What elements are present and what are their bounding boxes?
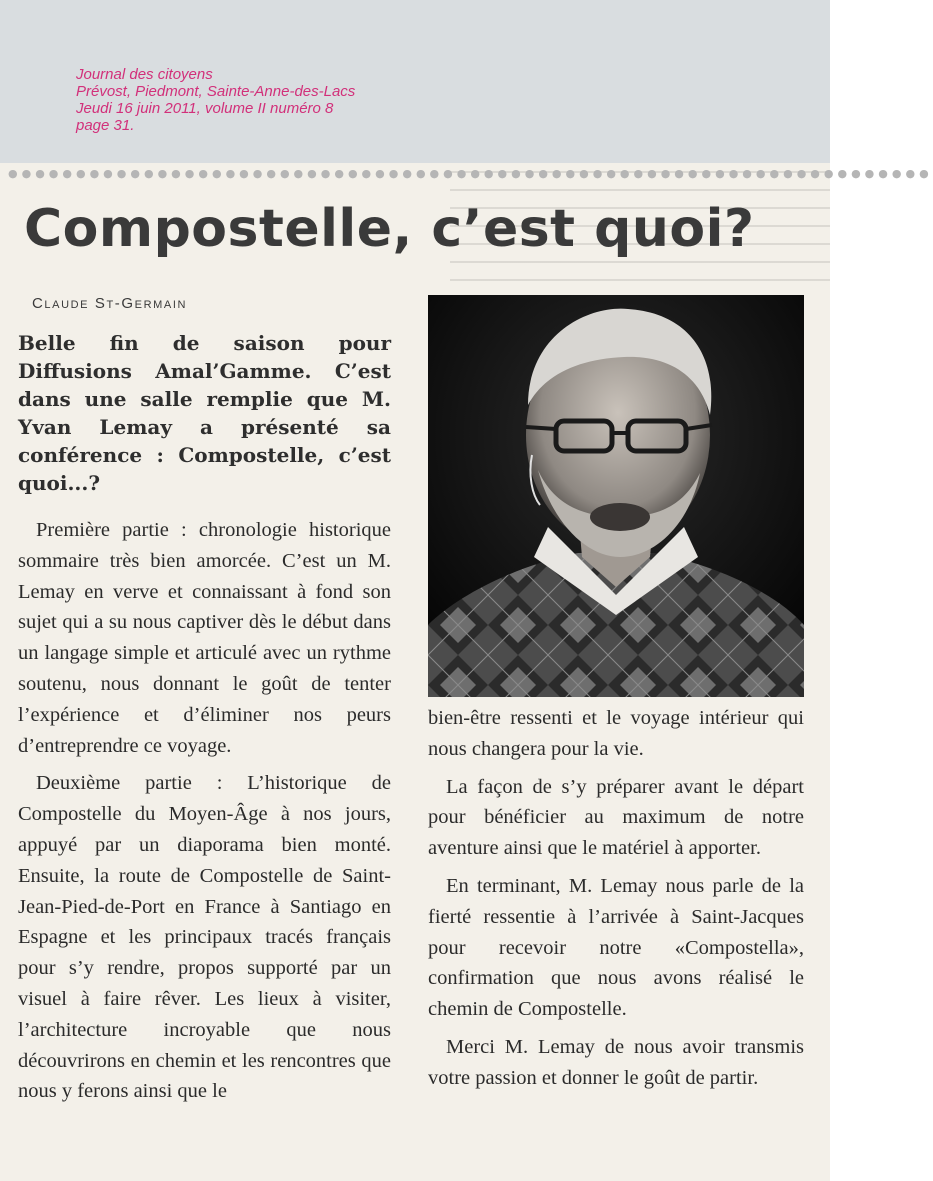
article-paragraph: En terminant, M. Lemay nous parle de la fierté ressentie à l’arrivée à Saint-Jacques pour recevoir notre «Compostella», confirmation que nous avons réalisé le chemin de Compostelle. [428,874,804,1021]
journal-towns: Prévost, Piedmont, Sainte-Anne-des-Lacs [76,83,356,100]
journal-page: page 31. [76,117,135,134]
speaker-photo [428,295,804,697]
article-lead: Belle fin de saison pour Diffusions Amal’Gamme. C’est dans une salle remplie que M. Yvan Lemay a présenté sa conférence : Compostelle, c’est quoi...? [18,331,391,495]
article-paragraph-continuation: bien-être ressenti et le voyage intérieur qui nous changera pour la vie. [428,707,804,760]
article-paragraph: Merci M. Lemay de nous avoir transmis votre passion et donner le goût de partir. [428,1035,804,1089]
journal-name: Journal des citoyens [76,66,213,83]
article-column-right [428,703,804,1101]
article-byline: Claude St-Germain [32,295,188,312]
dotted-rule: ●●●●●●●●●●●●●●●●●●●●●●●●●●●●●●●●●●●●●●●●●●●●●●●●●●●●●●●●●●●●●●●●●●●● [8,167,933,180]
speaker-portrait-image [428,295,804,697]
article-paragraph: Première partie : chronologie historique sommaire très bien amorcée. C’est un M. Lemay en verve et connaissant à fond son sujet qui a su nous captiver dès le début dans un langage simple et articulé avec un rythme soutenu, nous donnant le goût de tenter l’expérience et d’éliminer nos peurs d’entreprendre ce voyage. [18,519,391,757]
newspaper-clipping [0,163,933,1181]
article-column-left [18,515,391,1114]
journal-date-volume: Jeudi 16 juin 2011, volume II numéro 8 [76,100,334,117]
article-headline: Compostelle, c’est quoi? [24,199,755,259]
source-citation [76,66,355,134]
article-paragraph: Deuxième partie : L’historique de Compostelle du Moyen-Âge à nos jours, appuyé par un diaporama bien monté. Ensuite, la route de Compostelle de Saint-Jean-Pied-de-Port en France à Santiago en Espagne et les principaux tracés français pour s’y rendre, propos supporté par un visuel à faire rêver. Les lieux à visiter, l’architecture incroyable que nous découvrirons en chemin et les rencontres que nous y ferons ainsi que le [18,772,391,1103]
article-paragraph: La façon de s’y préparer avant le départ pour bénéficier au maximum de notre aventure ainsi que le matériel à apporter. [428,775,804,860]
